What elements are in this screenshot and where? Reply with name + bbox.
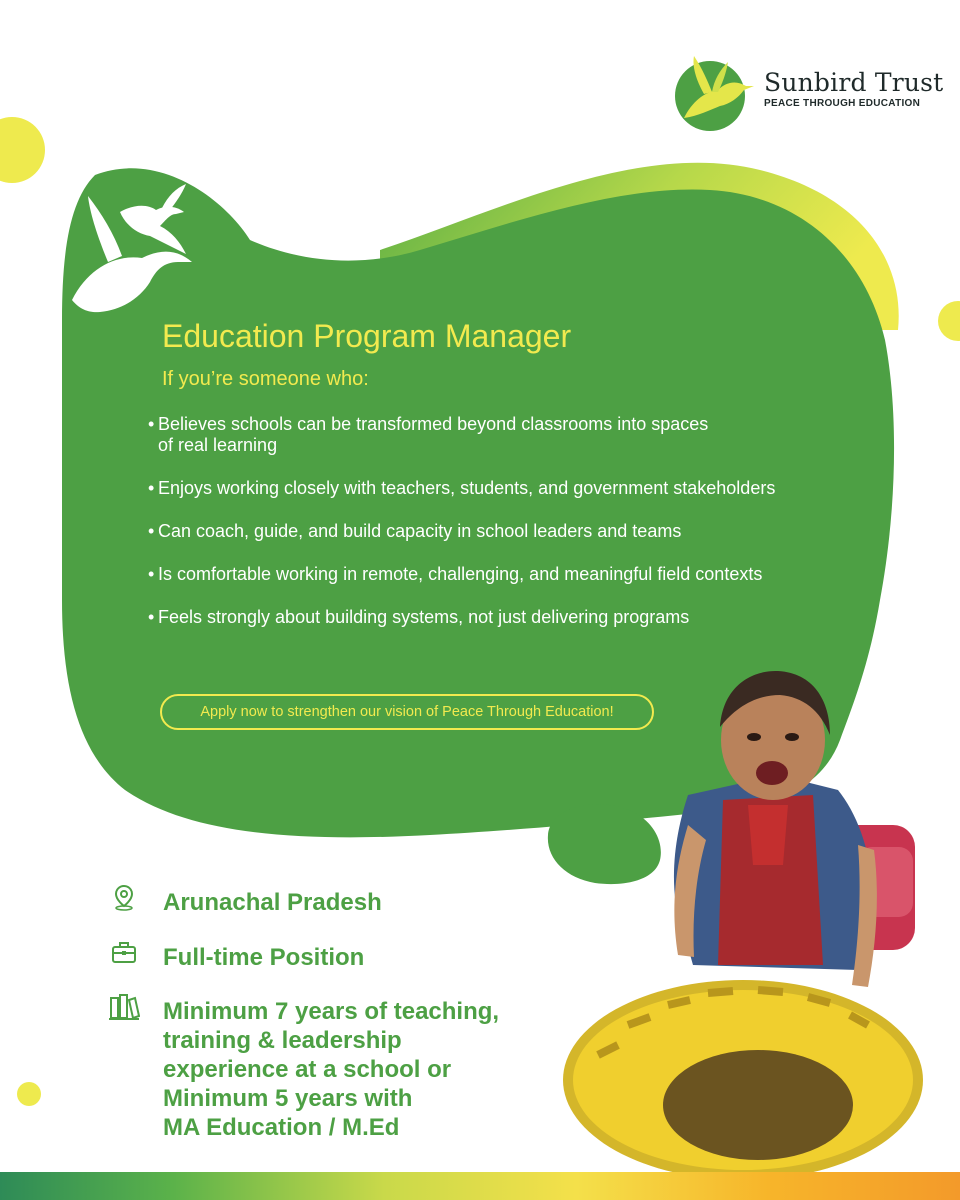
yellow-dot-left xyxy=(0,117,45,183)
experience-line: experience at a school or xyxy=(163,1056,452,1083)
brand-tagline: PEACE THROUGH EDUCATION xyxy=(764,98,921,109)
intro-line: If you’re someone who: xyxy=(162,368,369,390)
yellow-dot-bottom xyxy=(17,1082,41,1106)
position-type-text: Full-time Position xyxy=(163,944,365,971)
hummingbird-logo-icon xyxy=(674,52,758,132)
criteria-list xyxy=(148,414,848,650)
experience-text xyxy=(163,997,523,1142)
books-icon xyxy=(108,992,140,1022)
apply-button[interactable]: Apply now to strengthen our vision of Peace Through Education! xyxy=(160,694,654,730)
job-title: Education Program Manager xyxy=(162,318,572,354)
criteria-item: • Believes schools can be transformed beyond classrooms into spaces of real learning xyxy=(148,414,718,456)
bottom-color-strip xyxy=(0,1172,960,1200)
brand-name: Sunbird Trust xyxy=(764,68,944,97)
experience-line: Minimum 7 years of teaching, xyxy=(163,998,500,1025)
experience-line: MA Education / M.Ed xyxy=(163,1114,400,1141)
location-text: Arunachal Pradesh xyxy=(163,889,382,916)
criteria-item: • Can coach, guide, and build capacity in school leaders and teams xyxy=(148,521,848,542)
experience-line: Minimum 5 years with xyxy=(163,1085,413,1112)
location-pin-icon xyxy=(110,883,138,911)
child-photo xyxy=(558,665,960,1175)
criteria-item: • Is comfortable working in remote, challenging, and meaningful field contexts xyxy=(148,564,848,585)
briefcase-icon xyxy=(110,938,138,966)
criteria-item: • Feels strongly about building systems, not just delivering programs xyxy=(148,607,848,628)
yellow-dot-right xyxy=(938,301,960,341)
criteria-item: • Enjoys working closely with teachers, students, and government stakeholders xyxy=(148,478,848,499)
experience-line: training & leadership xyxy=(163,1027,402,1054)
brand-logo[interactable] xyxy=(674,52,944,132)
